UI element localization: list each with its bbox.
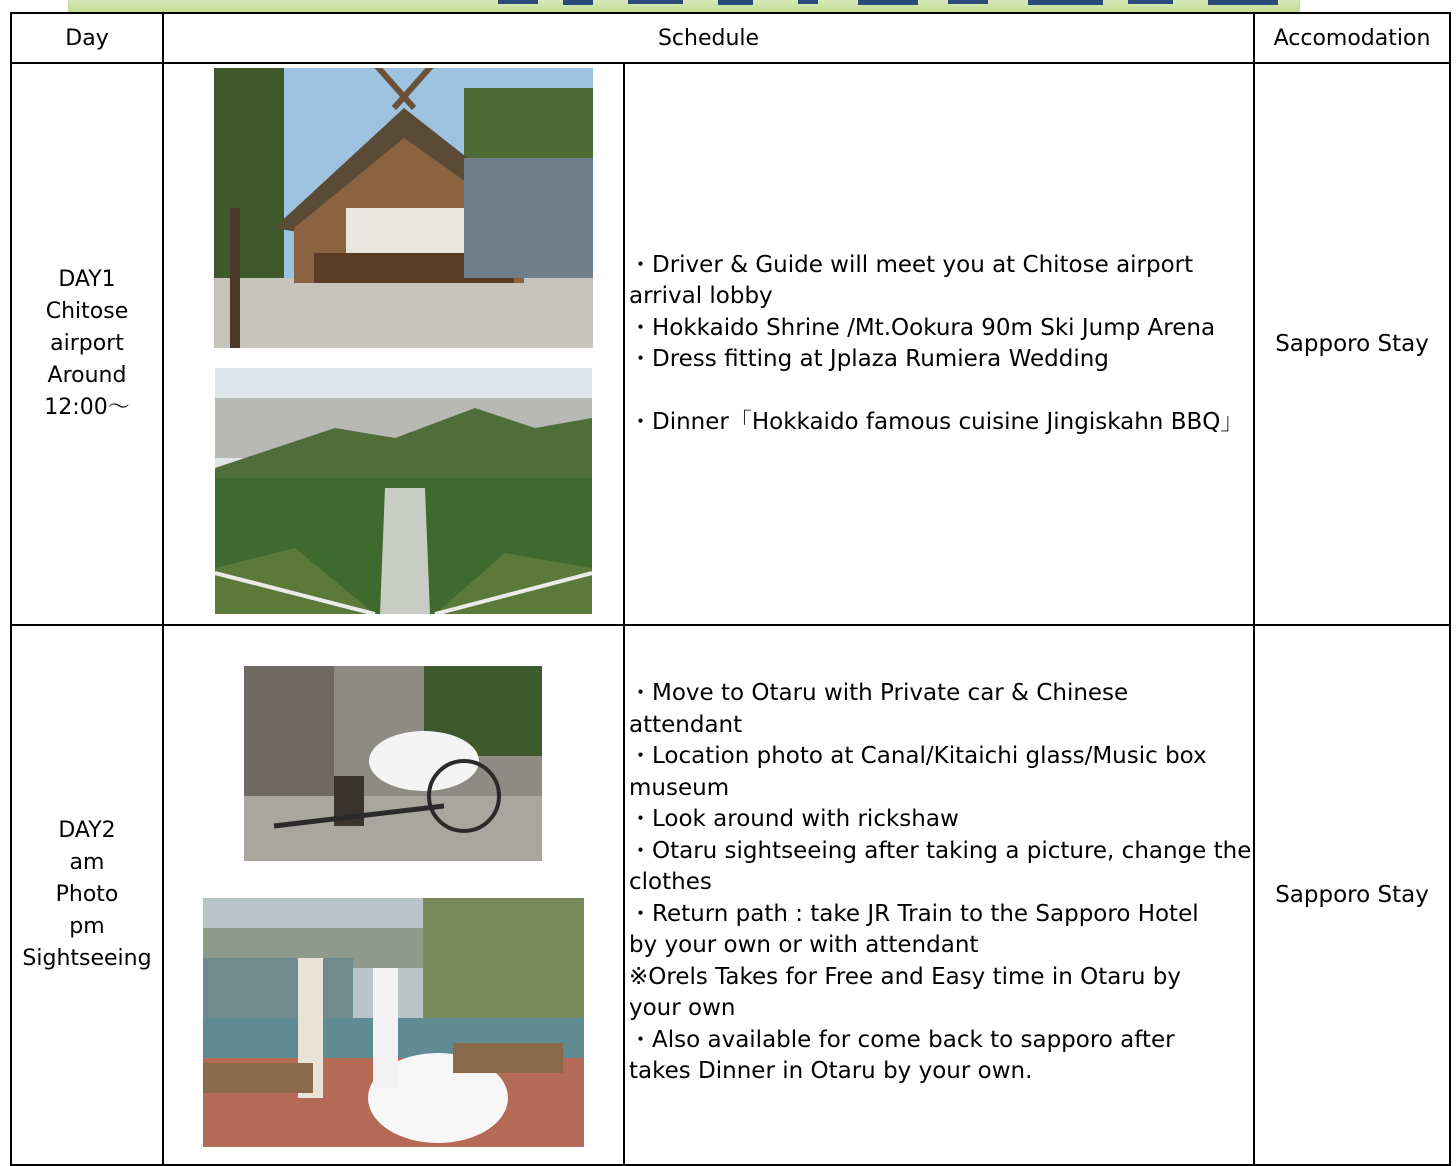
- day-cell: [11, 63, 163, 625]
- detail-line: your own: [629, 995, 736, 1021]
- day-line: Around: [47, 363, 127, 388]
- detail-line: ・Dress fitting at Jplaza Rumiera Wedding: [629, 346, 1109, 372]
- detail-line: arrival lobby: [629, 283, 773, 309]
- day-line: DAY1: [58, 267, 116, 292]
- day-line: am: [69, 850, 105, 875]
- accommodation-cell: Sapporo Stay: [1254, 63, 1450, 625]
- detail-line: ・Location photo at Canal/Kitaichi glass/Music box: [629, 743, 1207, 769]
- photo-cell: [163, 63, 624, 625]
- rickshaw-photo: [244, 666, 542, 861]
- schedule-table: [10, 12, 1451, 1166]
- detail-line: ・Also available for come back to sapporo after: [629, 1026, 1175, 1053]
- day-line: airport: [50, 331, 124, 356]
- day-line: pm: [69, 914, 105, 939]
- detail-line: ・Dinner「Hokkaido famous cuisine Jingiskahn BBQ」: [629, 409, 1244, 435]
- detail-line: ・Look around with rickshaw: [629, 806, 959, 832]
- ski-jump-photo: [215, 368, 592, 614]
- header-accommodation: Accomodation: [1254, 13, 1450, 63]
- schedule-details: [624, 63, 1254, 625]
- day-line: 12:00～: [44, 395, 130, 420]
- shrine-photo: [214, 68, 593, 348]
- day-line: DAY2: [58, 818, 116, 843]
- day-line: Sightseeing: [22, 946, 152, 971]
- header-day: Day: [11, 13, 163, 63]
- detail-line: ・Hokkaido Shrine /Mt.Ookura 90m Ski Jump Arena: [629, 314, 1216, 341]
- header-row: [11, 13, 1450, 63]
- canal-photo: [203, 898, 584, 1147]
- detail-line: ・Move to Otaru with Private car & Chinese: [629, 680, 1129, 706]
- header-schedule: Schedule: [163, 13, 1254, 63]
- detail-line: ・Return path : take JR Train to the Sapporo Hotel: [629, 900, 1199, 927]
- detail-line: ・Driver & Guide will meet you at Chitose airport: [629, 251, 1194, 278]
- day-cell: [11, 625, 163, 1165]
- detail-line: [629, 376, 1253, 408]
- banner-title-fragment: [468, 0, 1368, 8]
- title-banner: [68, 0, 1300, 12]
- detail-line: takes Dinner in Otaru by your own.: [629, 1058, 1033, 1084]
- table-row-day2: [11, 625, 1450, 1165]
- detail-line: clothes: [629, 869, 712, 895]
- day-line: Chitose: [45, 299, 129, 324]
- accommodation-cell: Sapporo Stay: [1254, 625, 1450, 1165]
- schedule-details: [624, 625, 1254, 1165]
- detail-line: ※Orels Takes for Free and Easy time in Otaru by: [629, 963, 1181, 990]
- detail-line: by your own or with attendant: [629, 932, 979, 958]
- table-row-day1: [11, 63, 1450, 625]
- day-line: Photo: [55, 882, 119, 907]
- photo-cell: [163, 625, 624, 1165]
- detail-line: museum: [629, 774, 730, 801]
- detail-line: attendant: [629, 711, 743, 738]
- detail-line: ・Otaru sightseeing after taking a picture, change the: [629, 837, 1252, 864]
